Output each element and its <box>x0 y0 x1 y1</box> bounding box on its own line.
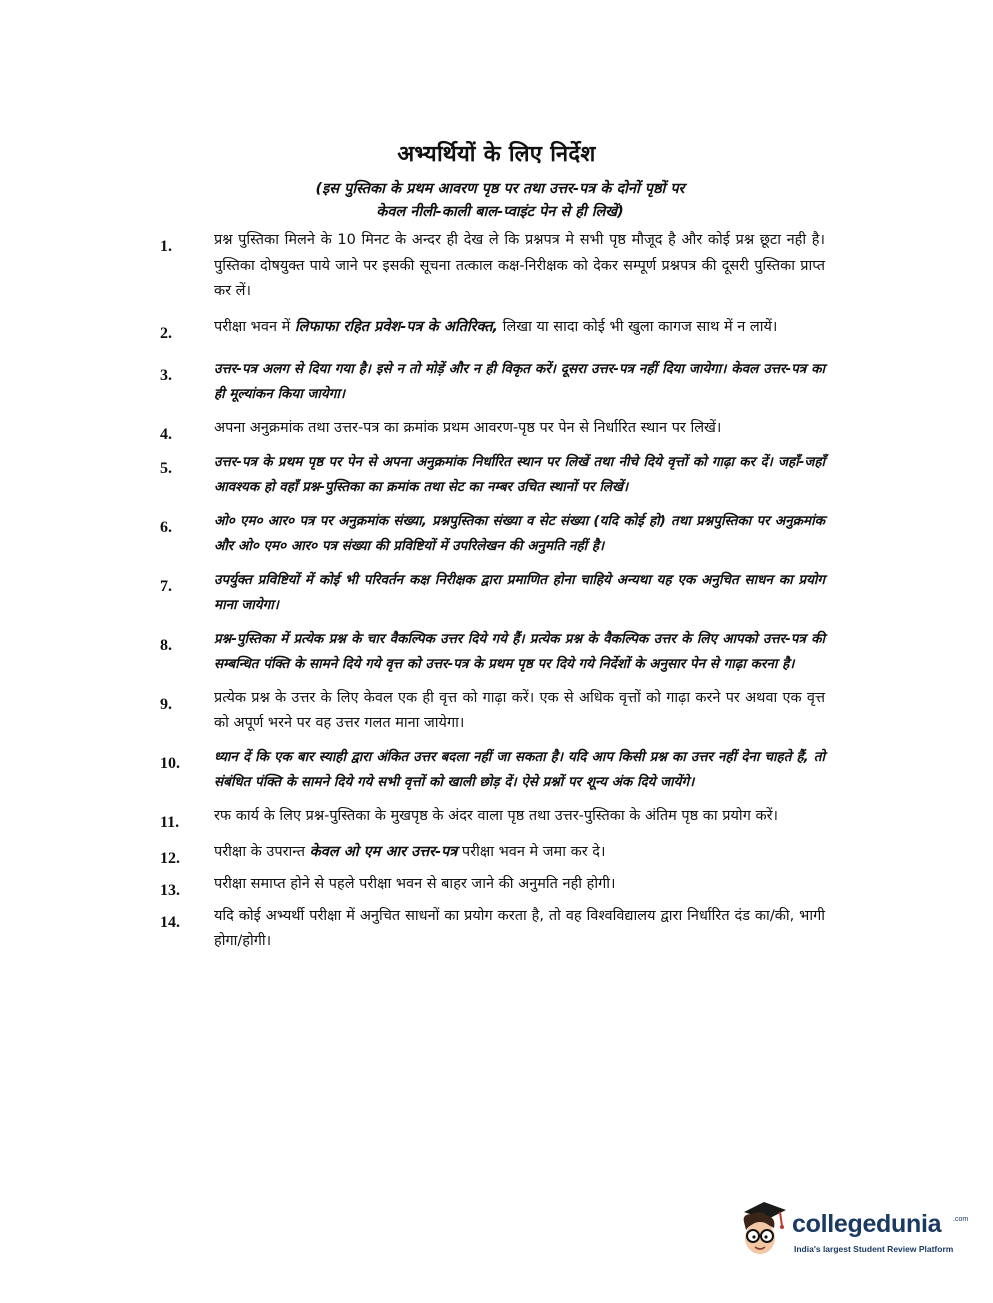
item-number: 13. <box>160 881 180 899</box>
instruction-item <box>160 904 825 955</box>
item-number: 11. <box>160 813 180 831</box>
item-number: 3. <box>160 366 172 384</box>
collegedunia-logo <box>730 1196 970 1266</box>
subtitle-line-1: (इस पुस्तिका के प्रथम आवरण पृष्ठ पर तथा उत्तर-पत्र के दोनों पृष्ठों पर <box>315 181 685 197</box>
item-number: 1. <box>160 238 172 255</box>
brand-name: collegedunia <box>792 1210 942 1238</box>
item-text-part: परीक्षा के उपरान्त <box>214 843 310 860</box>
item-text: अपना अनुक्रमांक तथा उत्तर-पत्र का क्रमांक प्रथम आवरण-पृष्ठ पर पेन से निर्धारित स्थान पर लिखें। <box>214 419 722 436</box>
item-number: 9. <box>160 695 172 713</box>
item-number: 14. <box>160 913 180 931</box>
item-text: प्रश्न-पुस्तिका में प्रत्येक प्रश्न के चार वैकल्पिक उत्तर दिये गये हैं। प्रत्येक प्रश्न के वैकल्पिक उत्तर के लिए आपको उत्तर-पत्र की सम्बन्धित पंक्ति के सामने दिये गये वृत्त को उत्तर-पत्र के प्रथम पृष्ठ पर दिये गये निर्देशों के अनुसार पेन से गाढ़ा करना है। <box>214 630 825 672</box>
instruction-item <box>160 872 825 904</box>
page-subtitle <box>150 178 850 224</box>
instruction-item <box>160 509 825 560</box>
item-text: ओ० एम० आर० पत्र पर अनुक्रमांक संख्या, प्रश्नपुस्तिका संख्या व सेट संख्या (यदि कोई हो) तथा प्रश्नपुस्तिका पर अनुक्रमांक और ओ० एम० आर० पत्र संख्या की प्रविष्टियों में उपरिलेखन की अनुमति नहीं है। <box>214 512 825 554</box>
item-number: 10. <box>160 754 180 772</box>
item-text: उत्तर-पत्र अलग से दिया गया है। इसे न तो मोड़ें और न ही विकृत करें। दूसरा उत्तर-पत्र नहीं दिया जायेगा। केवल उत्तर-पत्र का ही मूल्यांकन किया जायेगा। <box>214 360 825 402</box>
instruction-item <box>160 228 825 305</box>
item-number: 4. <box>160 425 172 443</box>
item-text: परीक्षा समाप्त होने से पहले परीक्षा भवन से बाहर जाने की अनुमति नही होगी। <box>214 875 616 892</box>
item-text-emphasis: केवल ओ एम आर उत्तर-पत्र <box>309 843 458 860</box>
instruction-item <box>160 357 825 408</box>
item-number: 7. <box>160 577 172 595</box>
instruction-item <box>160 804 825 836</box>
item-text: उत्तर-पत्र के प्रथम पृष्ठ पर पेन से अपना अनुक्रमांक निर्धारित स्थान पर लिखें तथा नीचे दिये वृत्तों को गाढ़ा कर दें। जहाँ-जहाँ आवश्यक हो वहाँ प्रश्न-पुस्तिका का क्रमांक तथा सेट का नम्बर उचित स्थानों पर लिखें। <box>214 453 825 495</box>
instruction-item <box>160 686 825 737</box>
item-number: 12. <box>160 849 180 867</box>
item-number: 5. <box>160 459 172 477</box>
subtitle-line-2: केवल नीली-काली बाल-प्वाइंट पेन से ही लिखें) <box>376 204 624 220</box>
item-text: उपर्युक्त प्रविष्टियों में कोई भी परिवर्तन कक्ष निरीक्षक द्वारा प्रमाणित होना चाहिये अन्यथा यह एक अनुचित साधन का प्रयोग माना जायेगा। <box>214 571 825 613</box>
instruction-item <box>160 840 825 872</box>
item-text: यदि कोई अभ्यर्थी परीक्षा में अनुचित साधनों का प्रयोग करता है, तो वह विश्वविद्यालय द्वारा निर्धारित दंड का/की, भागी होगा/होगी। <box>214 907 825 949</box>
instruction-item <box>160 627 825 678</box>
instruction-list <box>160 228 825 955</box>
item-text <box>214 840 825 866</box>
item-text-part: परीक्षा भवन मे जमा कर दे। <box>457 843 606 860</box>
item-text-part: परीक्षा भवन में <box>214 318 295 335</box>
instruction-item <box>160 450 825 501</box>
instruction-item <box>160 315 825 347</box>
item-text <box>214 315 825 341</box>
item-text: प्रत्येक प्रश्न के उत्तर के लिए केवल एक ही वृत्त को गाढ़ा करें। एक से अधिक वृत्तों को गाढ़ा करने पर अथवा एक वृत्त को अपूर्ण भरने पर वह उत्तर गलत माना जायेगा। <box>214 689 825 731</box>
page-title: अभ्यर्थियों के लिए निर्देश <box>397 142 596 167</box>
item-text: रफ कार्य के लिए प्रश्न-पुस्तिका के मुखपृष्ठ के अंदर वाला पृष्ठ तथा उत्तर-पुस्तिका के अंतिम पृष्ठ का प्रयोग करें। <box>214 807 779 824</box>
item-text-part: लिखा या सादा कोई भी खुला कागज साथ में न लायें। <box>498 318 778 335</box>
mascot-icon <box>730 1196 790 1262</box>
item-number: 8. <box>160 636 172 654</box>
item-text: प्रश्न पुस्तिका मिलने के 10 मिनट के अन्दर ही देख ले कि प्रश्नपत्र मे सभी पृष्ठ मौजूद है और कोई प्रश्न छूटा नही है। पुस्तिका दोषयुक्त पाये जाने पर इसकी सूचना तत्काल कक्ष-निरीक्षक को देकर सम्पूर्ण प्रश्नपत्र की दूसरी पुस्तिका प्राप्त कर लें। <box>214 232 825 299</box>
item-text: ध्यान दें कि एक बार स्याही द्वारा अंकित उत्तर बदला नहीं जा सकता है। यदि आप किसी प्रश्न का उत्तर नहीं देना चाहते हैं, तो संबंधित पंक्ति के सामने दिये गये सभी वृत्तों को खाली छोड़ दें। ऐसे प्रश्नों पर शून्य अंक दिये जायेंगे। <box>214 748 825 790</box>
item-text-emphasis: लिफाफा रहित प्रवेश-पत्र के अतिरिक्त, <box>294 318 499 335</box>
item-number: 6. <box>160 518 172 536</box>
brand-domain: .com <box>953 1216 969 1223</box>
instruction-item <box>160 568 825 619</box>
brand-tagline: India's largest Student Review Platform <box>794 1244 954 1254</box>
instruction-item <box>160 416 825 448</box>
item-number: 2. <box>160 324 172 342</box>
instruction-item <box>160 745 825 796</box>
